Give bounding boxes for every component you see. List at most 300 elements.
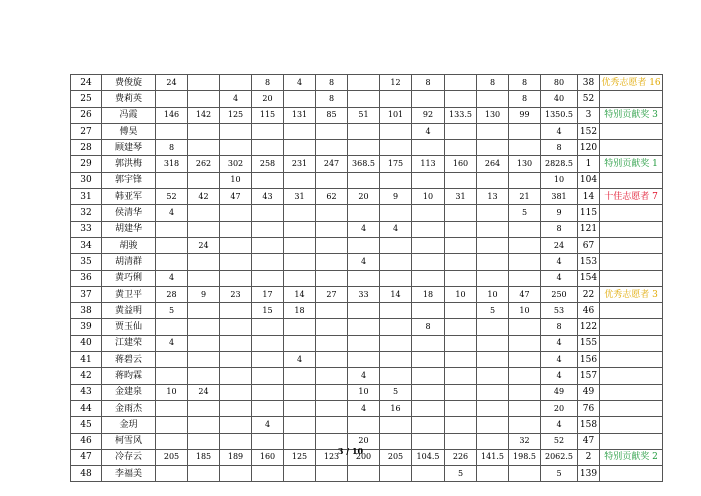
table-cell — [380, 303, 412, 319]
table-cell: 4 — [348, 400, 380, 416]
table-cell — [284, 335, 316, 351]
table-cell — [509, 319, 541, 335]
table-cell — [252, 352, 284, 368]
table-cell — [509, 123, 541, 139]
table-cell: 15 — [252, 303, 284, 319]
table-cell — [220, 335, 252, 351]
table-cell — [220, 319, 252, 335]
rank-cell: 38 — [578, 75, 600, 91]
table-cell — [509, 140, 541, 156]
table-cell: 16 — [380, 400, 412, 416]
table-cell — [252, 254, 284, 270]
table-cell: 4 — [156, 335, 188, 351]
table-cell — [316, 123, 348, 139]
award-cell — [600, 335, 663, 351]
table-row — [71, 237, 663, 253]
rank-cell: 153 — [578, 254, 600, 270]
table-cell: 125 — [284, 449, 316, 465]
table-cell — [477, 123, 509, 139]
table-cell — [477, 91, 509, 107]
table-cell: 4 — [220, 91, 252, 107]
total-hours-cell: 4 — [541, 254, 578, 270]
table-cell — [348, 237, 380, 253]
row-number-cell: 44 — [71, 400, 102, 416]
table-cell — [348, 140, 380, 156]
rank-cell: 1 — [578, 156, 600, 172]
table-cell — [188, 91, 220, 107]
row-number-cell: 26 — [71, 107, 102, 123]
table-cell — [284, 466, 316, 482]
table-cell — [284, 319, 316, 335]
row-number-cell: 42 — [71, 368, 102, 384]
table-cell — [156, 254, 188, 270]
table-cell: 101 — [380, 107, 412, 123]
table-cell — [188, 352, 220, 368]
table-cell — [477, 172, 509, 188]
table-row — [71, 319, 663, 335]
table-cell — [348, 91, 380, 107]
table-row — [71, 107, 663, 123]
total-hours-cell: 24 — [541, 237, 578, 253]
table-cell: 302 — [220, 156, 252, 172]
table-cell — [509, 352, 541, 368]
table-cell — [252, 237, 284, 253]
volunteer-name-cell: 傅昊 — [102, 123, 156, 139]
total-hours-cell: 2062.5 — [541, 449, 578, 465]
table-row — [71, 335, 663, 351]
table-cell — [156, 368, 188, 384]
page-number: 3 / 10 — [337, 446, 364, 456]
volunteer-name-cell: 柯雪风 — [102, 433, 156, 449]
total-hours-cell: 2828.5 — [541, 156, 578, 172]
table-cell: 92 — [412, 107, 445, 123]
table-cell — [348, 466, 380, 482]
table-row — [71, 156, 663, 172]
table-cell — [348, 75, 380, 91]
table-cell — [445, 91, 477, 107]
table-cell — [380, 466, 412, 482]
volunteer-name-cell: 韩亚军 — [102, 189, 156, 205]
table-cell — [348, 123, 380, 139]
table-cell — [477, 335, 509, 351]
table-cell — [412, 254, 445, 270]
table-cell — [220, 237, 252, 253]
table-cell — [445, 417, 477, 433]
rank-cell: 122 — [578, 319, 600, 335]
volunteer-hours-table — [70, 74, 663, 482]
table-cell: 8 — [252, 75, 284, 91]
table-cell — [220, 417, 252, 433]
table-cell — [156, 466, 188, 482]
table-cell — [477, 368, 509, 384]
table-cell: 62 — [316, 189, 348, 205]
table-cell: 198.5 — [509, 449, 541, 465]
table-cell — [252, 270, 284, 286]
total-hours-cell: 8 — [541, 319, 578, 335]
table-row — [71, 189, 663, 205]
table-cell: 8 — [412, 319, 445, 335]
table-row — [71, 205, 663, 221]
table-cell: 146 — [156, 107, 188, 123]
table-cell — [380, 140, 412, 156]
table-cell: 318 — [156, 156, 188, 172]
table-cell: 226 — [445, 449, 477, 465]
volunteer-name-cell: 李福美 — [102, 466, 156, 482]
table-cell — [412, 221, 445, 237]
table-cell — [252, 335, 284, 351]
table-cell: 115 — [252, 107, 284, 123]
table-cell: 262 — [188, 156, 220, 172]
table-cell — [380, 319, 412, 335]
table-cell: 13 — [477, 189, 509, 205]
table-cell: 5 — [156, 303, 188, 319]
rank-cell: 158 — [578, 417, 600, 433]
award-cell: 特别贡献奖 2 — [600, 449, 663, 465]
table-cell — [188, 417, 220, 433]
table-cell — [477, 466, 509, 482]
row-number-cell: 28 — [71, 140, 102, 156]
table-cell — [445, 237, 477, 253]
table-cell — [284, 140, 316, 156]
table-cell — [220, 254, 252, 270]
table-cell — [477, 205, 509, 221]
table-cell — [348, 352, 380, 368]
table-row — [71, 466, 663, 482]
table-row — [71, 221, 663, 237]
table-cell: 189 — [220, 449, 252, 465]
table-cell — [509, 368, 541, 384]
table-cell — [316, 140, 348, 156]
table-cell — [348, 172, 380, 188]
table-cell: 27 — [316, 286, 348, 302]
volunteer-name-cell: 黄卫平 — [102, 286, 156, 302]
table-cell — [188, 400, 220, 416]
table-cell: 258 — [252, 156, 284, 172]
table-cell — [380, 123, 412, 139]
total-hours-cell: 80 — [541, 75, 578, 91]
table-cell — [316, 303, 348, 319]
table-cell — [380, 368, 412, 384]
table-cell — [509, 270, 541, 286]
row-number-cell: 29 — [71, 156, 102, 172]
table-cell — [509, 384, 541, 400]
table-cell — [477, 270, 509, 286]
table-cell — [412, 400, 445, 416]
rank-cell: 139 — [578, 466, 600, 482]
table-cell — [477, 237, 509, 253]
award-cell — [600, 466, 663, 482]
table-cell — [445, 270, 477, 286]
table-cell — [156, 352, 188, 368]
table-cell — [156, 417, 188, 433]
table-cell — [316, 417, 348, 433]
table-cell — [316, 270, 348, 286]
table-row — [71, 91, 663, 107]
table-cell — [477, 140, 509, 156]
row-number-cell: 34 — [71, 237, 102, 253]
table-cell — [477, 417, 509, 433]
table-cell — [509, 417, 541, 433]
volunteer-name-cell: 冯霞 — [102, 107, 156, 123]
total-hours-cell: 9 — [541, 205, 578, 221]
table-cell — [380, 270, 412, 286]
table-cell — [284, 205, 316, 221]
table-cell — [316, 384, 348, 400]
table-cell — [284, 237, 316, 253]
table-cell — [220, 303, 252, 319]
award-cell — [600, 237, 663, 253]
row-number-cell: 37 — [71, 286, 102, 302]
table-cell: 28 — [156, 286, 188, 302]
table-cell — [188, 466, 220, 482]
volunteer-name-cell: 郭洪梅 — [102, 156, 156, 172]
table-cell: 20 — [252, 91, 284, 107]
table-cell — [188, 75, 220, 91]
table-cell — [412, 270, 445, 286]
table-cell: 17 — [252, 286, 284, 302]
table-cell: 8 — [477, 75, 509, 91]
row-number-cell: 45 — [71, 417, 102, 433]
table-cell — [348, 270, 380, 286]
table-cell — [284, 384, 316, 400]
volunteer-name-cell: 费莉英 — [102, 91, 156, 107]
total-hours-cell: 4 — [541, 352, 578, 368]
table-cell — [252, 384, 284, 400]
table-cell — [284, 368, 316, 384]
table-row — [71, 270, 663, 286]
row-number-cell: 43 — [71, 384, 102, 400]
table-cell — [284, 123, 316, 139]
row-number-cell: 31 — [71, 189, 102, 205]
rank-cell: 156 — [578, 352, 600, 368]
table-cell — [220, 221, 252, 237]
rank-cell: 157 — [578, 368, 600, 384]
table-cell — [316, 205, 348, 221]
volunteer-name-cell: 侯清华 — [102, 205, 156, 221]
table-cell: 4 — [252, 417, 284, 433]
table-cell: 4 — [284, 75, 316, 91]
table-cell — [156, 400, 188, 416]
table-cell — [380, 172, 412, 188]
table-row — [71, 75, 663, 91]
table-cell — [412, 237, 445, 253]
table-cell: 10 — [445, 286, 477, 302]
table-cell: 20 — [348, 189, 380, 205]
table-cell — [412, 417, 445, 433]
row-number-cell: 38 — [71, 303, 102, 319]
total-hours-cell: 1350.5 — [541, 107, 578, 123]
table-cell — [380, 91, 412, 107]
award-cell — [600, 123, 663, 139]
table-row — [71, 303, 663, 319]
total-hours-cell: 10 — [541, 172, 578, 188]
award-cell — [600, 254, 663, 270]
table-cell — [380, 335, 412, 351]
table-cell — [252, 205, 284, 221]
rank-cell: 49 — [578, 384, 600, 400]
table-cell: 85 — [316, 107, 348, 123]
table-cell — [445, 352, 477, 368]
table-cell — [188, 319, 220, 335]
table-cell — [445, 319, 477, 335]
table-row — [71, 254, 663, 270]
table-cell: 8 — [509, 75, 541, 91]
table-cell: 4 — [412, 123, 445, 139]
table-cell — [348, 335, 380, 351]
table-cell — [188, 254, 220, 270]
table-cell: 10 — [156, 384, 188, 400]
table-cell — [445, 205, 477, 221]
table-cell — [445, 335, 477, 351]
volunteer-name-cell: 顾建琴 — [102, 140, 156, 156]
total-hours-cell: 8 — [541, 140, 578, 156]
table-row — [71, 140, 663, 156]
volunteer-name-cell: 郭宇锋 — [102, 172, 156, 188]
table-cell — [252, 172, 284, 188]
table-cell — [445, 123, 477, 139]
award-cell — [600, 400, 663, 416]
volunteer-name-cell: 蒋碧云 — [102, 352, 156, 368]
table-cell — [252, 400, 284, 416]
rank-cell: 52 — [578, 91, 600, 107]
table-cell — [380, 417, 412, 433]
table-cell — [284, 91, 316, 107]
table-cell — [188, 172, 220, 188]
row-number-cell: 47 — [71, 449, 102, 465]
table-cell — [380, 237, 412, 253]
table-cell: 185 — [188, 449, 220, 465]
table-cell: 8 — [412, 75, 445, 91]
table-cell — [188, 205, 220, 221]
table-cell: 247 — [316, 156, 348, 172]
table-cell: 12 — [380, 75, 412, 91]
table-cell — [220, 466, 252, 482]
table-cell: 264 — [477, 156, 509, 172]
table-cell: 113 — [412, 156, 445, 172]
rank-cell: 152 — [578, 123, 600, 139]
table-cell — [445, 400, 477, 416]
table-cell — [220, 205, 252, 221]
table-cell: 18 — [412, 286, 445, 302]
table-cell — [252, 221, 284, 237]
rank-cell: 67 — [578, 237, 600, 253]
table-cell — [316, 400, 348, 416]
total-hours-cell: 8 — [541, 221, 578, 237]
table-cell — [156, 319, 188, 335]
table-cell — [412, 303, 445, 319]
volunteer-name-cell: 金建泉 — [102, 384, 156, 400]
table-cell: 175 — [380, 156, 412, 172]
table-row — [71, 417, 663, 433]
table-cell — [445, 140, 477, 156]
table-cell: 141.5 — [477, 449, 509, 465]
table-cell: 4 — [380, 221, 412, 237]
table-cell: 10 — [477, 286, 509, 302]
volunteer-name-cell: 蒋昀霖 — [102, 368, 156, 384]
table-cell: 24 — [188, 237, 220, 253]
table-cell — [220, 368, 252, 384]
table-row — [71, 172, 663, 188]
table-cell — [477, 352, 509, 368]
table-row — [71, 286, 663, 302]
table-cell — [156, 237, 188, 253]
rank-cell: 121 — [578, 221, 600, 237]
table-cell: 4 — [284, 352, 316, 368]
table-row — [71, 384, 663, 400]
table-cell — [509, 172, 541, 188]
table-cell: 231 — [284, 156, 316, 172]
table-cell: 10 — [348, 384, 380, 400]
table-cell — [316, 335, 348, 351]
table-cell — [284, 270, 316, 286]
table-cell: 9 — [380, 189, 412, 205]
table-cell: 368.5 — [348, 156, 380, 172]
table-cell — [412, 352, 445, 368]
table-cell: 47 — [220, 189, 252, 205]
table-cell — [252, 123, 284, 139]
table-cell: 31 — [284, 189, 316, 205]
table-cell: 24 — [188, 384, 220, 400]
award-cell — [600, 91, 663, 107]
row-number-cell: 27 — [71, 123, 102, 139]
table-cell — [252, 368, 284, 384]
table-cell: 14 — [284, 286, 316, 302]
table-cell — [188, 368, 220, 384]
table-cell — [252, 466, 284, 482]
table-cell: 8 — [156, 140, 188, 156]
award-cell: 特别贡献奖 3 — [600, 107, 663, 123]
table-cell — [316, 237, 348, 253]
table-cell — [220, 140, 252, 156]
table-cell: 99 — [509, 107, 541, 123]
table-cell: 23 — [220, 286, 252, 302]
total-hours-cell: 49 — [541, 384, 578, 400]
rank-cell: 120 — [578, 140, 600, 156]
table-cell: 5 — [509, 205, 541, 221]
table-cell: 5 — [445, 466, 477, 482]
table-cell — [477, 254, 509, 270]
table-cell — [445, 384, 477, 400]
rank-cell: 76 — [578, 400, 600, 416]
table-cell — [412, 335, 445, 351]
table-cell — [220, 384, 252, 400]
table-cell — [509, 237, 541, 253]
table-cell: 205 — [380, 449, 412, 465]
table-cell: 4 — [348, 368, 380, 384]
volunteer-name-cell: 黄巧俐 — [102, 270, 156, 286]
table-cell — [252, 319, 284, 335]
table-cell — [412, 205, 445, 221]
row-number-cell: 41 — [71, 352, 102, 368]
award-cell — [600, 140, 663, 156]
table-cell: 4 — [156, 270, 188, 286]
rank-cell: 22 — [578, 286, 600, 302]
row-number-cell: 33 — [71, 221, 102, 237]
table-cell — [412, 91, 445, 107]
table-cell: 10 — [412, 189, 445, 205]
table-cell — [380, 352, 412, 368]
table-cell — [156, 91, 188, 107]
table-cell — [509, 400, 541, 416]
table-cell — [348, 319, 380, 335]
award-cell: 优秀志愿者 3 — [600, 286, 663, 302]
table-cell — [188, 221, 220, 237]
total-hours-cell: 53 — [541, 303, 578, 319]
volunteer-name-cell: 江建荣 — [102, 335, 156, 351]
table-cell — [316, 352, 348, 368]
table-cell — [445, 172, 477, 188]
total-hours-cell: 4 — [541, 123, 578, 139]
